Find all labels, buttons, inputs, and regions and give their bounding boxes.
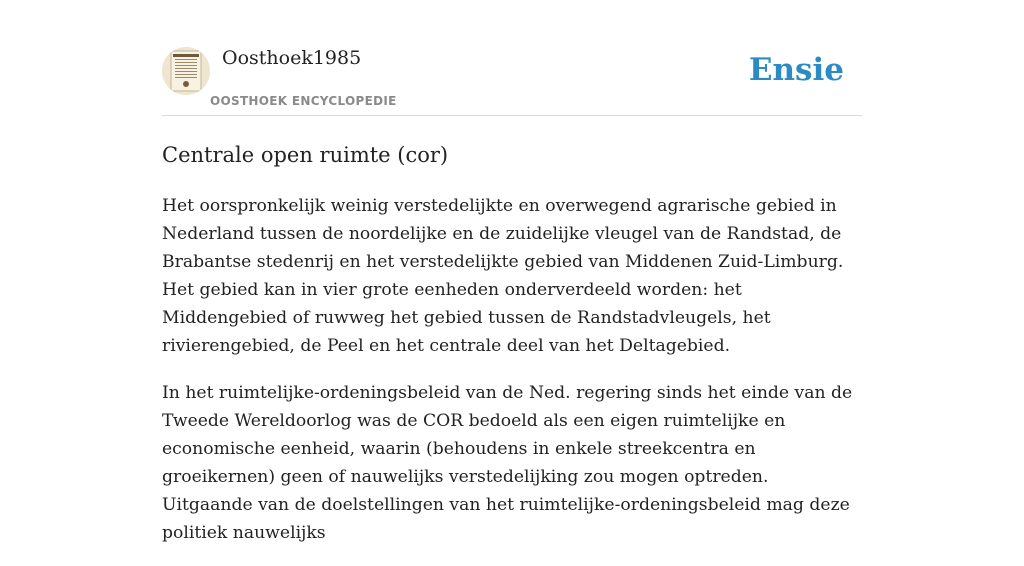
page-container (162, 0, 862, 543)
article-body (162, 192, 862, 566)
avatar[interactable] (162, 47, 210, 95)
author-name[interactable]: Oosthoek1985 (222, 47, 362, 69)
header (162, 0, 862, 116)
article-paragraph: In het ruimtelijke-ordeningsbeleid van de Ned. regering sinds het einde van de Tweede Wereldoorlog was de COR bedoeld als een eigen ruimtelijke en economische eenheid, waarin (behoudens in enkele streekcentra en groeikernen) geen of nauwelijks verstedelijking zou mogen optreden. Uitgaande van de doelstellingen van het ruimtelijke-ordeningsbeleid mag deze politiek nauwelijks (162, 383, 853, 543)
article-title: Centrale open ruimte (cor) (162, 143, 449, 167)
brand-logo[interactable]: Ensie (748, 52, 844, 88)
article-paragraph: Het oorspronkelijk weinig verstedelijkte en overwegend agrarische gebied in Nederland tussen de noordelijke en de zuidelijke vleugel van de Randstad, de Brabantse stedenrij en het verstedelijkte gebied van Middenen Zuid-Limburg. Het gebied kan in vier grote eenheden onderverdeeld worden: het Middengebied of ruwweg het gebied tussen de Randstadvleugels, het rivierengebied, de Peel en het centrale deel van het Deltagebied. (162, 196, 844, 356)
source-label[interactable]: OOSTHOEK ENCYCLOPEDIE (210, 94, 397, 108)
